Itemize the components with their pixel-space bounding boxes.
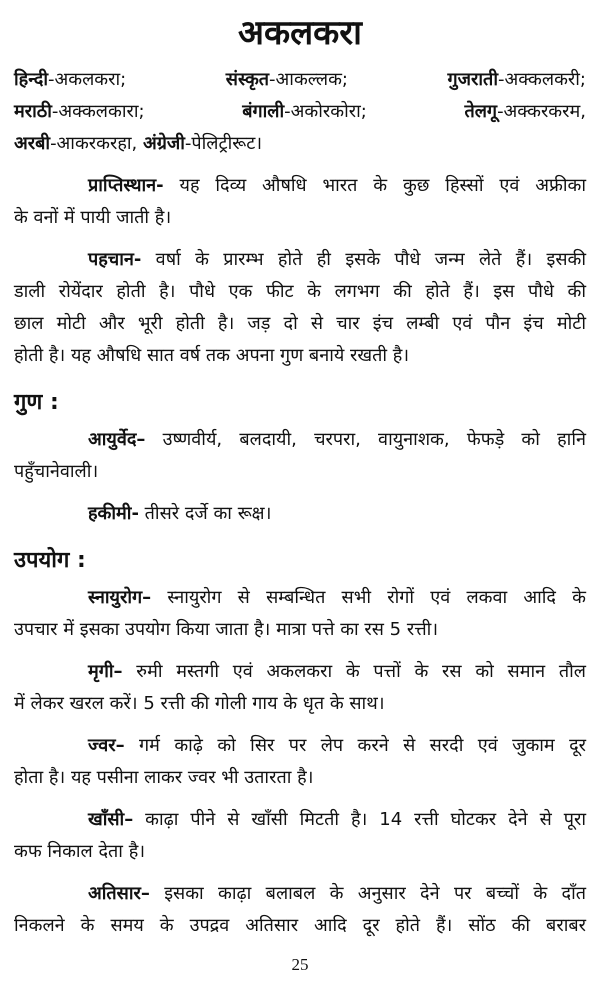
text-line	[14, 836, 586, 868]
text-line	[14, 910, 586, 942]
term-label: हिन्दी	[14, 69, 49, 90]
text-run: छाल मोटी और भूरी होती है। जड़ दो से चार इंच लम्बी एवं पौन इंच मोटी	[14, 313, 586, 334]
term-label: संस्कृत	[225, 69, 270, 90]
paragraph	[14, 582, 586, 646]
text-line	[14, 244, 586, 276]
paragraph-spacer	[14, 234, 586, 244]
text-run: पहुँचानेवाली।	[14, 461, 99, 482]
text-line	[14, 308, 586, 340]
text-run: उपचार में इसका उपयोग किया जाता है। मात्रा पत्ते का रस 5 रत्ती।	[14, 619, 439, 640]
text-run: वर्षा के प्रारम्भ होते ही इसके पौधे जन्म लेते हैं। इसकी	[141, 249, 586, 270]
text-line	[14, 64, 586, 96]
term-label: ज्वर–	[88, 735, 125, 756]
text-line	[14, 498, 586, 530]
term-label: बंगाली	[242, 101, 285, 122]
paragraph	[14, 244, 586, 372]
page-body	[14, 64, 586, 952]
text-line	[14, 170, 586, 202]
term-label: खाँसी–	[88, 809, 134, 830]
text-line	[14, 804, 586, 836]
text-run: में लेकर खरल करें। 5 रत्ती की गोली गाय के धृत के साथ।	[14, 693, 385, 714]
paragraph	[14, 656, 586, 720]
text-line	[14, 656, 586, 688]
text-line	[14, 96, 586, 128]
text-run: निकलने के समय के उपद्रव अतिसार आदि दूर होते हैं। सोंठ की बराबर	[14, 915, 586, 936]
paragraph	[14, 804, 586, 868]
term-label: अरबी	[14, 133, 51, 154]
page-title: अकलकरा	[238, 13, 362, 53]
text-run: -आकरकरहा,	[50, 133, 143, 154]
paragraph-spacer	[14, 646, 586, 656]
paragraph	[14, 170, 586, 234]
paragraph-spacer	[14, 720, 586, 730]
text-run: -अकोरकोरा;	[284, 101, 465, 122]
text-run: -अक्करकरम,	[497, 101, 586, 122]
text-run: होती है। यह औषधि सात वर्ष तक अपना गुण बनाये रखती है।	[14, 345, 410, 366]
page-number: 25	[291, 955, 309, 974]
text-line	[14, 424, 586, 456]
term-label: गुजराती	[447, 69, 498, 90]
term-label: अतिसार–	[88, 883, 150, 904]
text-run: डाली रोयेंदार होती है। पौधे एक फीट के लगभग की होते हैं। इस पौधे की	[14, 281, 586, 302]
paragraph-spacer	[14, 488, 586, 498]
text-line	[14, 128, 586, 160]
text-line	[14, 456, 586, 488]
text-run: के वनों में पायी जाती है।	[14, 207, 172, 228]
text-run: रुमी मस्तगी एवं अकलकरा के पत्तों के रस को समान तौल	[122, 661, 586, 682]
text-run: तीसरे दर्जे का रूक्ष।	[138, 503, 272, 524]
term-label: मृगी–	[88, 661, 123, 682]
text-line	[14, 202, 586, 234]
text-run: गर्म काढ़े को सिर पर लेप करने से सरदी एवं जुकाम दूर	[124, 735, 586, 756]
text-run: कफ निकाल देता है।	[14, 841, 146, 862]
section-heading: उपयोग :	[14, 548, 86, 573]
text-run: -पेलिट्रीरूट।	[184, 133, 263, 154]
text-line	[14, 730, 586, 762]
paragraph-spacer	[14, 530, 586, 540]
paragraph	[14, 878, 586, 942]
paragraph	[14, 730, 586, 794]
paragraph-spacer	[14, 372, 586, 382]
term-label: पहचान-	[88, 249, 142, 270]
text-run: -अकलकरा;	[48, 69, 226, 90]
paragraph	[14, 64, 586, 160]
paragraph-spacer	[14, 868, 586, 878]
term-label: मराठी	[14, 101, 52, 122]
term-label: हकीमी-	[88, 503, 139, 524]
text-run: होता है। यह पसीना लाकर ज्वर भी उतारता है।	[14, 767, 314, 788]
text-run: उष्णवीर्य, बलदायी, चरपरा, वायुनाशक, फेफड़े को हानि	[145, 429, 586, 450]
text-run: यह दिव्य औषधि भारत के कुछ हिस्सों एवं अफ्रीका	[163, 175, 586, 196]
text-line	[14, 340, 586, 372]
text-run: -अक्कलकारा;	[51, 101, 243, 122]
text-run: -आकल्लक;	[269, 69, 448, 90]
paragraph-spacer	[14, 160, 586, 170]
paragraph	[14, 424, 586, 488]
text-line	[14, 614, 586, 646]
text-line	[14, 276, 586, 308]
text-line	[14, 582, 586, 614]
paragraph	[14, 498, 586, 530]
text-run: स्नायुरोग से सम्बन्धित सभी रोगों एवं लकवा आदि के	[151, 587, 586, 608]
text-run: -अक्कलकरी;	[497, 69, 586, 90]
text-line	[14, 878, 586, 910]
paragraph-spacer	[14, 942, 586, 952]
term-label: तेलगू	[464, 101, 498, 122]
text-line	[14, 762, 586, 794]
section-heading: गुण :	[14, 390, 59, 415]
term-label: अंग्रेजी	[143, 133, 185, 154]
text-line	[14, 688, 586, 720]
paragraph-spacer	[14, 794, 586, 804]
term-label: आयुर्वेद–	[88, 429, 146, 450]
text-run: इसका काढ़ा बलाबल के अनुसार देने पर बच्चों के दाँत	[149, 883, 586, 904]
text-run: काढ़ा पीने से खाँसी मिटती है। 14 रत्ती घोटकर देने से पूरा	[133, 809, 586, 830]
term-label: स्नायुरोग–	[88, 587, 152, 608]
term-label: प्राप्तिस्थान-	[88, 175, 164, 196]
